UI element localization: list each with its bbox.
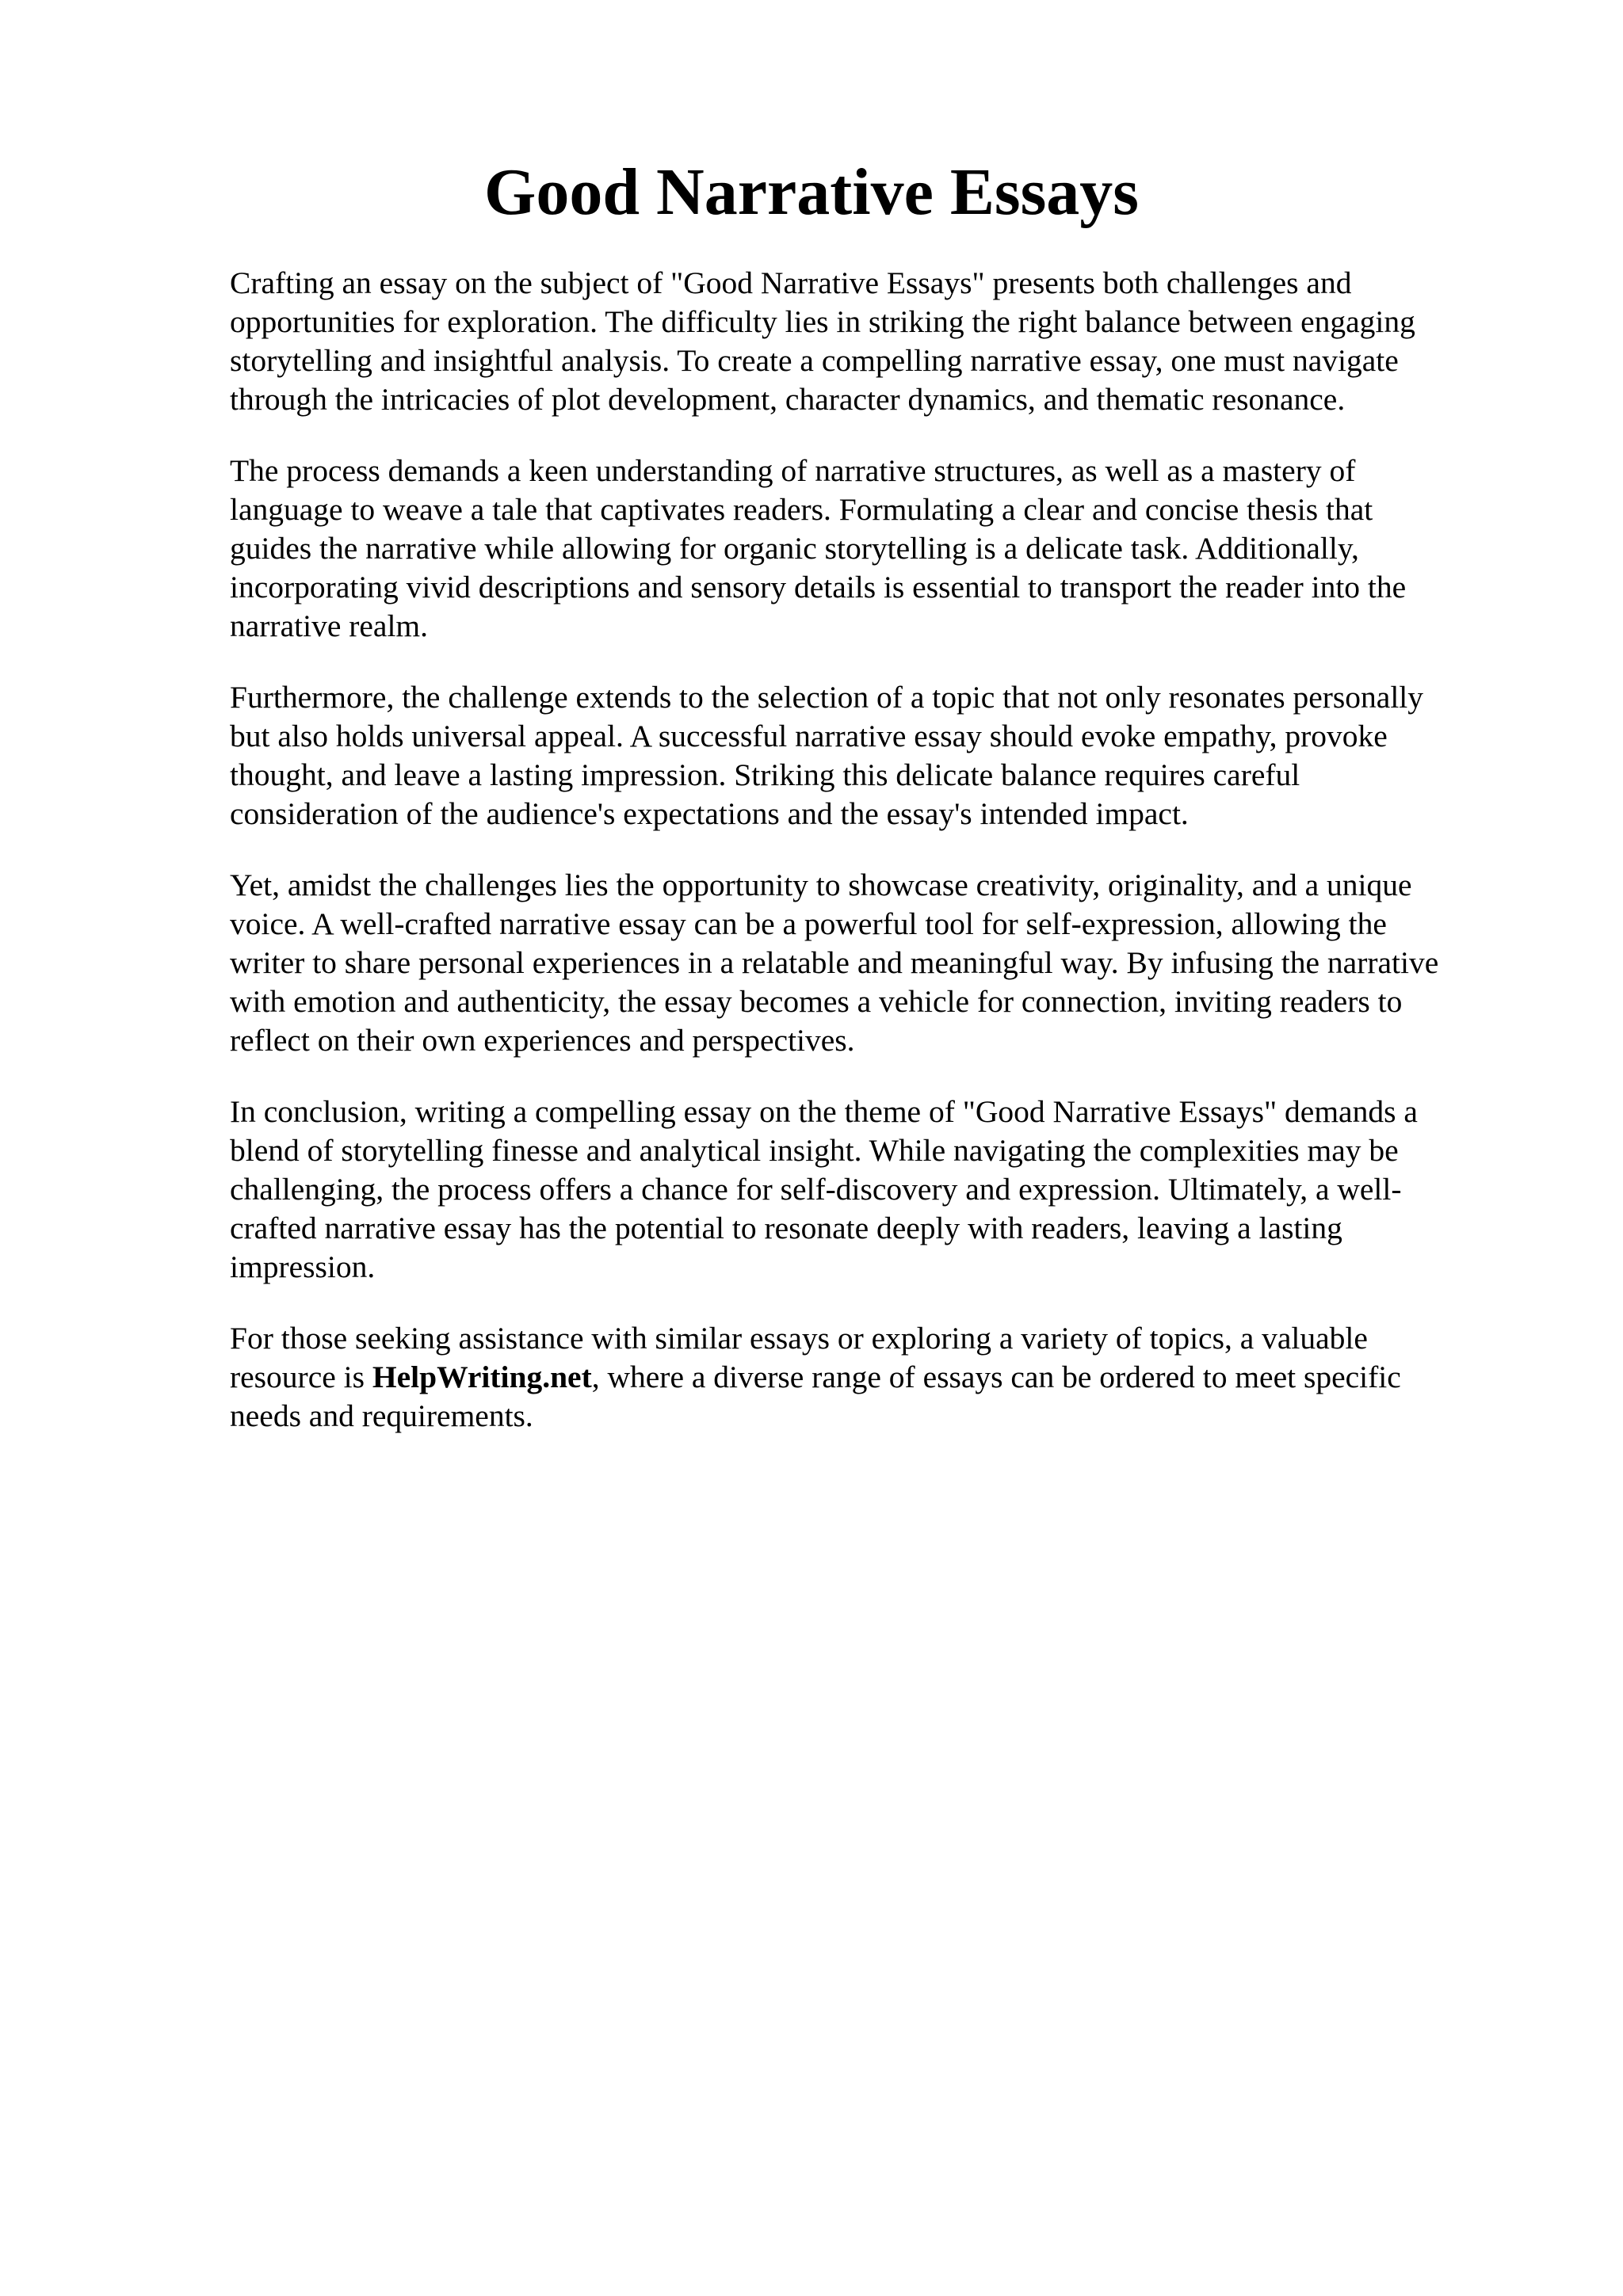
paragraph-line: impression. <box>230 1249 376 1284</box>
helpwriting-link[interactable]: HelpWriting.net <box>372 1360 592 1394</box>
paragraph-line: crafted narrative essay has the potential to resonate deeply with readers, leaving a lasting <box>230 1211 1342 1245</box>
paragraph-line: In conclusion, writing a compelling essay on the theme of "Good Narrative Essays" demands a <box>230 1094 1418 1129</box>
paragraph-line: Furthermore, the challenge extends to the selection of a topic that not only resonates personally <box>230 680 1424 715</box>
paragraph-line: Yet, amidst the challenges lies the opportunity to showcase creativity, originality, and a unique <box>230 868 1412 902</box>
paragraph-line: but also holds universal appeal. A successful narrative essay should evoke empathy, provoke <box>230 719 1388 753</box>
paragraph-line: with emotion and authenticity, the essay becomes a vehicle for connection, inviting readers to <box>230 984 1403 1019</box>
paragraph-line: needs and requirements. <box>230 1398 533 1433</box>
paragraph-line: language to weave a tale that captivates readers. Formulating a clear and concise thesis that <box>230 492 1373 527</box>
closing-paragraph <box>230 1319 1529 1436</box>
paragraph-line: blend of storytelling finesse and analytical insight. While navigating the complexities may be <box>230 1133 1399 1168</box>
paragraph-line: Crafting an essay on the subject of "Good Narrative Essays" presents both challenges and <box>230 265 1352 300</box>
paragraph-4 <box>230 866 1529 1060</box>
paragraph-line: storytelling and insightful analysis. To create a compelling narrative essay, one must navigate <box>230 343 1399 378</box>
closing-suffix: , where a diverse range of essays can be ordered to meet specific <box>591 1360 1401 1394</box>
paragraph-1 <box>230 264 1529 419</box>
paragraph-line: narrative realm. <box>230 608 429 643</box>
paragraph-2 <box>230 452 1529 646</box>
paragraph-line: reflect on their own experiences and perspectives. <box>230 1023 855 1058</box>
paragraph-line: challenging, the process offers a chance for self-discovery and expression. Ultimately, a well- <box>230 1172 1402 1207</box>
document-title: Good Narrative Essays <box>484 155 1139 229</box>
paragraph-5 <box>230 1093 1529 1287</box>
paragraph-line: The process demands a keen understanding of narrative structures, as well as a mastery of <box>230 453 1356 488</box>
document-body <box>230 264 1529 1468</box>
paragraph-line: guides the narrative while allowing for organic storytelling is a delicate task. Additionally, <box>230 531 1359 566</box>
paragraph-line: through the intricacies of plot development, character dynamics, and thematic resonance. <box>230 382 1346 417</box>
paragraph-line: For those seeking assistance with similar essays or exploring a variety of topics, a valuable <box>230 1321 1368 1356</box>
paragraph-line: consideration of the audience's expectations and the essay's intended impact. <box>230 796 1189 831</box>
paragraph-line: writer to share personal experiences in a relatable and meaningful way. By infusing the narrative <box>230 945 1439 980</box>
paragraph-line: thought, and leave a lasting impression. Striking this delicate balance requires careful <box>230 757 1300 792</box>
paragraph-line: incorporating vivid descriptions and sensory details is essential to transport the reader into the <box>230 570 1407 605</box>
paragraph-line <box>230 1358 1529 1397</box>
paragraph-3 <box>230 678 1529 833</box>
paragraph-line: voice. A well-crafted narrative essay can be a powerful tool for self-expression, allowing the <box>230 906 1387 941</box>
closing-prefix: resource is <box>230 1360 372 1394</box>
paragraph-line: opportunities for exploration. The difficulty lies in striking the right balance between engaging <box>230 304 1415 339</box>
